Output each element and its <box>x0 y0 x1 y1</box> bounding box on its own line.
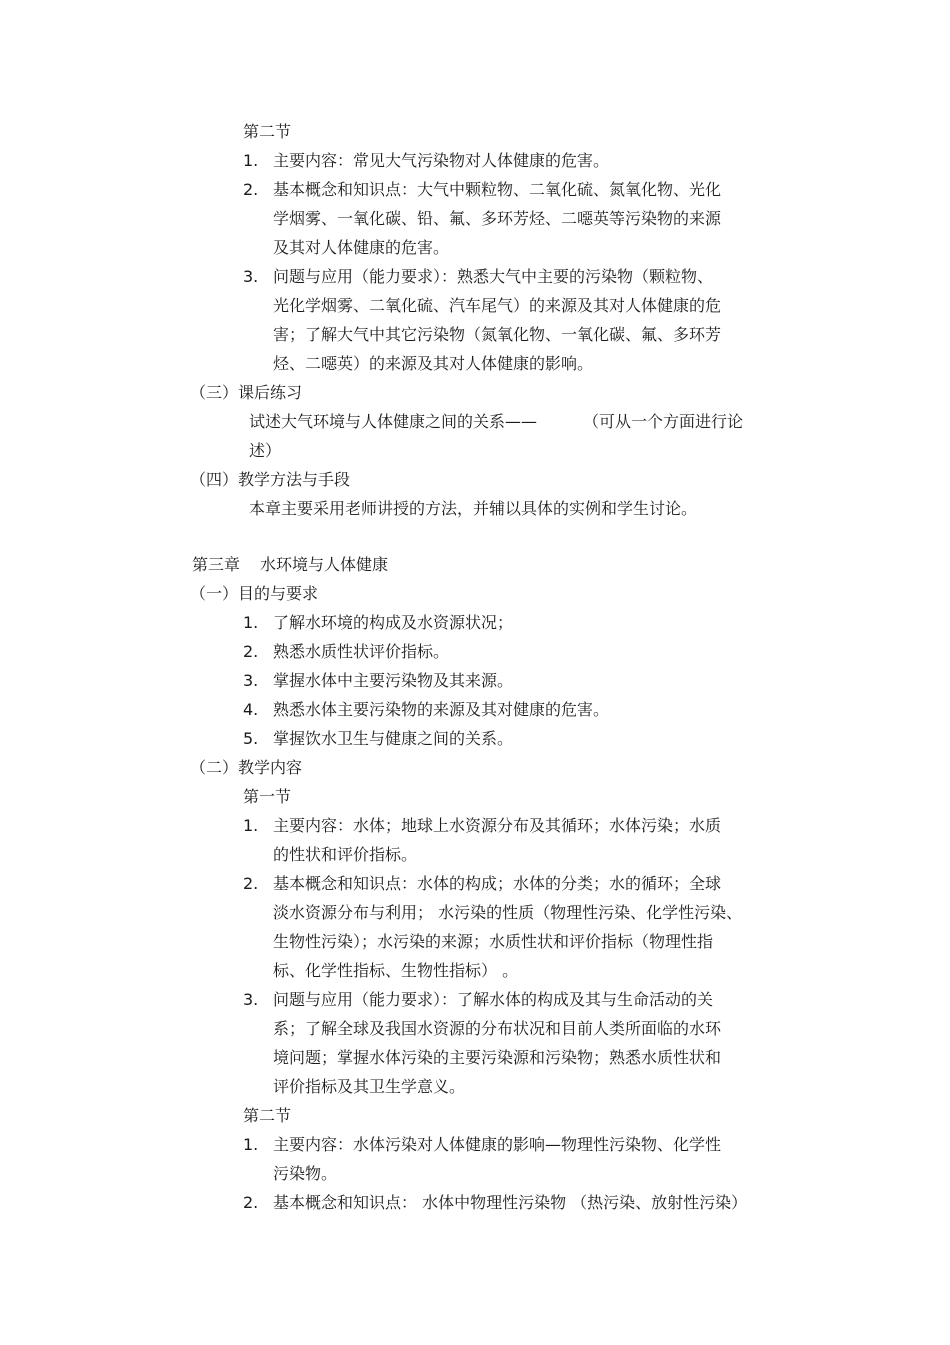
list-text: 掌握饮水卫生与健康之间的关系。 <box>273 729 514 748</box>
list-number: 3. <box>243 267 259 286</box>
exercise-text-part1: 试述大气环境与人体健康之间的关系—— <box>249 412 538 431</box>
list-text: 学烟雾、一氧化碳、铅、氟、多环芳烃、二噁英等污染物的来源 <box>273 209 722 228</box>
exercise-text-line2: 述） <box>249 441 282 460</box>
list-number: 2. <box>243 1193 259 1212</box>
exercise-text-part2: （可从一个方面进行论 <box>583 412 744 431</box>
content-heading: （二）教学内容 <box>190 758 303 777</box>
list-number: 1. <box>243 613 259 632</box>
method-text: 本章主要采用老师讲授的方法，并辅以具体的实例和学生讨论。 <box>249 499 698 518</box>
list-text: 问题与应用（能力要求）：熟悉大气中主要的污染物（颗粒物、 <box>273 267 714 286</box>
list-number: 3. <box>243 671 259 690</box>
list-number: 4. <box>243 700 259 719</box>
list-text: 基本概念和知识点：大气中颗粒物、二氧化硫、氮氧化物、光化 <box>273 180 722 199</box>
exercise-heading: （三）课后练习 <box>190 383 303 402</box>
method-heading: （四）教学方法与手段 <box>190 470 351 489</box>
list-text: 境问题；掌握水体污染的主要污染源和污染物；熟悉水质性状和 <box>273 1048 722 1067</box>
list-number: 2. <box>243 180 259 199</box>
list-number: 1. <box>243 1135 259 1154</box>
list-text: 问题与应用（能力要求）：了解水体的构成及其与生命活动的关 <box>273 990 714 1009</box>
list-text: 主要内容：水体污染对人体健康的影响—物理性污染物、化学性 <box>273 1135 722 1154</box>
exercise-text <box>249 407 743 436</box>
section-heading: 第二节 <box>243 122 292 141</box>
list-text: 的性状和评价指标。 <box>273 845 418 864</box>
list-text: 烃、二噁英）的来源及其对人体健康的影响。 <box>273 354 594 373</box>
list-text: 评价指标及其卫生学意义。 <box>273 1077 466 1096</box>
list-text: 熟悉水体主要污染物的来源及其对健康的危害。 <box>273 700 610 719</box>
list-number: 2. <box>243 874 259 893</box>
goals-heading: （一）目的与要求 <box>190 584 319 603</box>
list-text: 及其对人体健康的危害。 <box>273 238 450 257</box>
list-text: 光化学烟雾、二氧化硫、汽车尾气）的来源及其对人体健康的危 <box>273 296 722 315</box>
list-text: 主要内容：水体；地球上水资源分布及其循环；水体污染；水质 <box>273 816 722 835</box>
list-text: 了解水环境的构成及水资源状况； <box>273 613 514 632</box>
list-text: 生物性污染）；水污染的来源；水质性状和评价指标（物理性指 <box>273 932 714 951</box>
chapter-title <box>192 550 388 579</box>
list-text: 主要内容：常见大气污染物对人体健康的危害。 <box>273 151 610 170</box>
list-text: 系；了解全球及我国水资源的分布状况和目前人类所面临的水环 <box>273 1019 722 1038</box>
list-number: 1. <box>243 816 259 835</box>
list-number: 1. <box>243 151 259 170</box>
chapter-name: 水环境与人体健康 <box>260 555 389 574</box>
list-text: 害；了解大气中其它污染物（氮氧化物、一氧化碳、氟、多环芳 <box>273 325 722 344</box>
list-number: 2. <box>243 642 259 661</box>
list-text: 掌握水体中主要污染物及其来源。 <box>273 671 514 690</box>
section-heading: 第二节 <box>243 1106 292 1125</box>
list-text: 淡水资源分布与利用； 水污染的性质（物理性污染、化学性污染、 <box>273 903 743 922</box>
list-text: 污染物。 <box>273 1164 338 1183</box>
list-text: 基本概念和知识点： 水体中物理性污染物 （热污染、放射性污染） <box>273 1193 748 1212</box>
chapter-number: 第三章 <box>192 555 241 574</box>
list-number: 5. <box>243 729 259 748</box>
section-heading: 第一节 <box>243 787 292 806</box>
list-number: 3. <box>243 990 259 1009</box>
list-text: 熟悉水质性状评价指标。 <box>273 642 450 661</box>
list-text: 基本概念和知识点：水体的构成；水体的分类；水的循环；全球 <box>273 874 722 893</box>
list-text: 标、化学性指标、生物性指标） 。 <box>273 961 519 980</box>
